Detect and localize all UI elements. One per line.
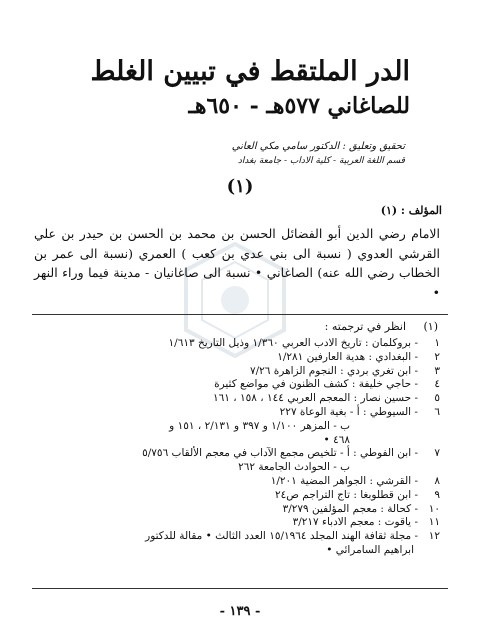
- author-label: المؤلف : (١): [380, 204, 442, 217]
- footnote-item: ٥- حسين نصار : المعجم العربي ١٤٤ ، ١٥٨ ، ١٦١: [212, 392, 440, 405]
- footnote-continuation: ابراهيم السامرائي •: [326, 543, 414, 556]
- footnote-continuation: ب - المزهر ١/١٠٠ و ٣٩٧ و ٢/١٣١ ، ١٥١ و: [169, 419, 350, 432]
- book-subtitle: للصاغاني ٥٧٧هـ - ٦٥٠هـ: [188, 93, 410, 119]
- footnote-divider: [32, 314, 448, 315]
- page-number: - ١٣٩ -: [219, 604, 261, 619]
- author-bio: الامام رضي الدين أبو الفضائل الحسن بن محمد بن الحسن بن حيدر بن علي القرشي العدوي ( نسبة الى بني عدي بن كعب ) العمري (نسبة الى عمر بن الخطاب رضي الله عنه) الصاغاني • نسبة الى صاغانيان - مدينة فيما وراء النهر •: [34, 226, 440, 300]
- footnote-item: ١٠- كحالة : معجم المؤلفين ٣/٢٧٩: [282, 502, 440, 515]
- footnotes-list: [30, 337, 440, 558]
- footnote-item: ٢- البغدادي : هدية العارفين ١/٢٨١: [277, 350, 440, 363]
- footnote-item: ٣- ابن تغري بردي : النجوم الزاهرة ٧/٢٦: [249, 364, 440, 377]
- footnote-ref-number: (١): [423, 320, 438, 333]
- footnotes-heading: [325, 320, 438, 333]
- footnote-continuation: ٤٦٨ •: [323, 433, 350, 446]
- footnote-continuation: ب - الحوادث الجامعة ٢٦٢: [238, 461, 350, 474]
- department-credit: قسم اللغة العربية - كلية الاداب - جامعة بغداد: [237, 156, 405, 166]
- bottom-rule: [32, 588, 448, 589]
- footnote-item: ١٢- مجلة ثقافة الهند المجلد ١٥/١٩٦٤ العدد الثالث • مقالة للدكتور: [145, 530, 440, 543]
- footnote-item: ٤- حاجي خليفة : كشف الظنون في مواضع كثيرة: [214, 378, 440, 391]
- footnote-item: ٦- السيوطي : أ - بغية الوعاة ٢٢٧: [279, 405, 440, 418]
- footnote-item: ٧- ابن الفوطي : أ - تلخيص مجمع الآداب في معجم الألقاب ٥/٧٥٦: [142, 447, 440, 460]
- footnote-item: ١- بروكلمان : تاريخ الادب العربي ١/٣٦٠ وذيل التاريخ ١/٦١٣: [168, 337, 440, 349]
- footnote-item: ٨- القرشي : الجواهر المضية ١/٢٠١: [270, 474, 440, 487]
- book-title: الدر الملتقط في تبيين الغلط: [90, 56, 410, 87]
- footnote-item: ٩- ابن قطلوبغا : تاج التراجم ص٢٤: [274, 488, 440, 501]
- section-number: (١): [226, 176, 254, 197]
- footnotes-intro: انظر في ترجمته :: [324, 320, 406, 333]
- footnote-item: ١١- ياقوت : معجم الادباء ٣/٢١٧: [292, 516, 440, 529]
- editor-credit: تحقيق وتعليق : الدكتور سامي مكي العاني: [231, 141, 405, 152]
